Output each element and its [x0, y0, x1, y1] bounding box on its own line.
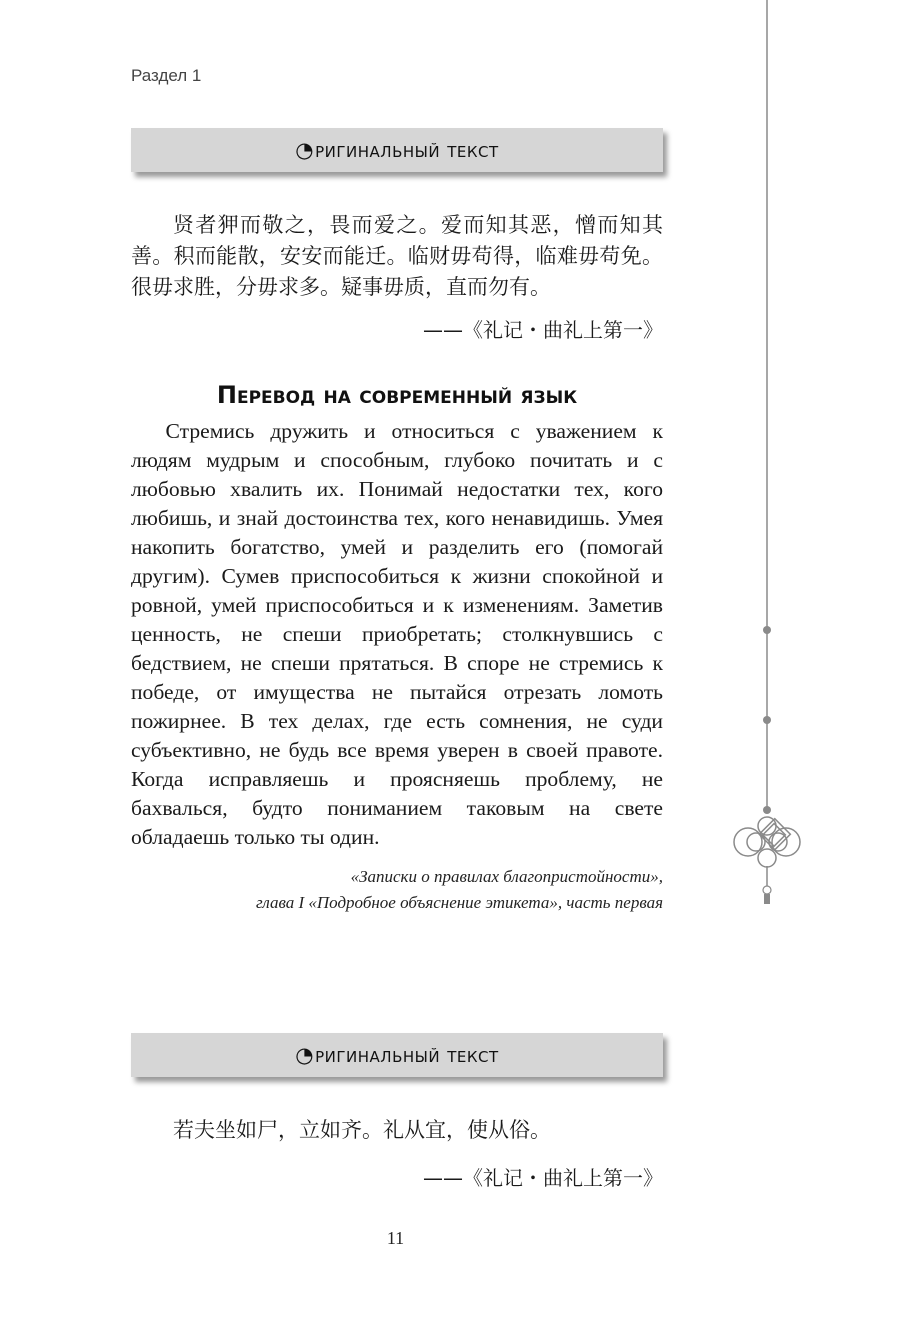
chinese-original-text-2: 若夫坐如尸，立如齐。礼从宜，使从俗。: [173, 1118, 551, 1142]
banner-title: ригинальный текст: [315, 138, 499, 162]
translation-heading: Перевод на современный язык: [216, 381, 578, 409]
section-label: Раздел 1: [131, 66, 202, 85]
original-text-banner-2: [131, 1033, 663, 1077]
banner-title: ригинальный текст: [315, 1043, 499, 1067]
translation-citation: [131, 864, 663, 916]
chinese-original-text: 贤者狎而敬之，畏而爱之。爱而知其恶，憎而知其善。积而能散，安安而能迁。临财毋苟得，临难毋苟免。很毋求胜，分毋求多。疑事毋质，直而勿有。: [131, 213, 663, 299]
chinese-source-2: ——《礼记・曲礼上第一》: [423, 1166, 663, 1190]
citation-line-2: глава I «Подробное объяснение этикета», часть первая: [255, 893, 663, 912]
translation-text: Стремись дружить и относиться с уважением к людям мудрым и способным, глубоко почитать и с любовью хвалить их. Понимай недостатки тех, кого любишь, и знай достоинства тех, кого ненавидишь. Умея накопить богатство, умей и разделить его (помогай другим). Сумев приспособиться к жизни спокойной и ровной, умей приспособиться и к изменениям. Заметив ценность, не спеши приобретать; столкнувшись с бедствием, не спеши прятаться. В споре не стремись к победе, от имущества не пытайся отрезать ломоть пожирнее. В тех делах, где есть сомнения, не суди субъективно, не будь все время уверен в своей правоте. Когда исправляешь и проясняешь проблему, не бахвалься, будто пониманием таковым на свете обладаешь только ты один.: [131, 419, 663, 849]
citation-line-1: «Записки о правилах благопристойности»,: [350, 867, 663, 886]
banner-o-icon: ◔: [295, 1043, 315, 1067]
original-text-banner: [131, 128, 663, 172]
banner-o-icon: ◔: [295, 138, 315, 162]
endless-knot-icon: [728, 0, 808, 920]
chinese-source: ——《礼记・曲礼上第一》: [423, 318, 663, 342]
page-number: 11: [386, 1228, 405, 1248]
